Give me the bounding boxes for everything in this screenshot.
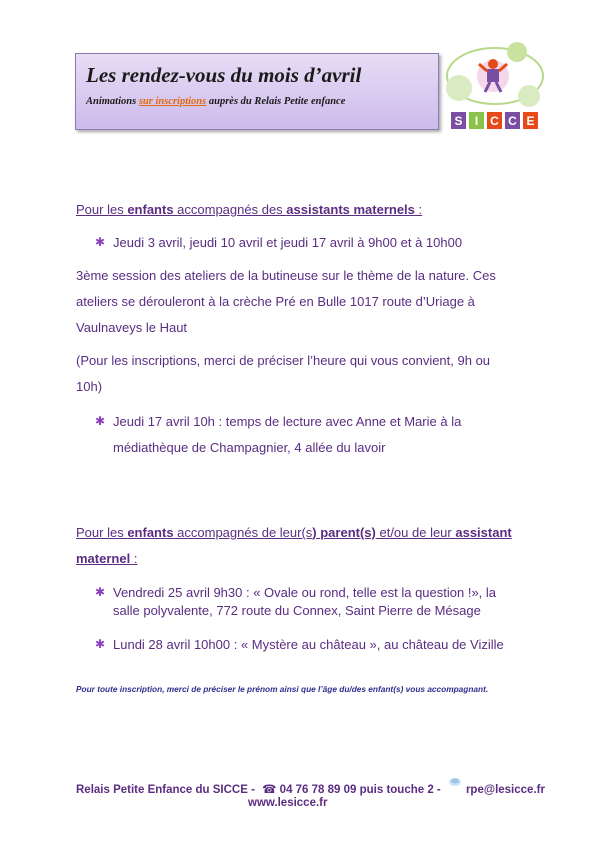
logo-letter: S bbox=[454, 114, 463, 128]
page-title: Les rendez-vous du mois d’avril bbox=[86, 63, 362, 87]
section2-intro-mid2: et/ou de leur bbox=[375, 525, 456, 540]
section2-intro-children: enfants bbox=[127, 525, 174, 540]
section1-intro-post: : bbox=[414, 202, 423, 217]
section1-para-line2: ateliers se dérouleront à la crèche Pré en Bulle 1017 route d’Uriage à bbox=[76, 294, 475, 309]
sicce-logo bbox=[443, 40, 551, 135]
footer-website-link[interactable]: www.lesicce.fr bbox=[248, 797, 328, 809]
section2-bullet1-line1: Vendredi 25 avril 9h30 : « Ovale ou rond, telle est la question !», la bbox=[113, 585, 497, 600]
section1-note-line1: (Pour les inscriptions, merci de préciser l’heure qui vous convient, 9h ou bbox=[76, 353, 491, 368]
section2-intro-parents: ) parent(s) bbox=[312, 525, 376, 540]
section1-para-line1: 3ème session des ateliers de la butineuse sur le thème de la nature. Ces bbox=[76, 268, 496, 283]
footer-org: Relais Petite Enfance du SICCE - bbox=[76, 784, 259, 796]
section2-intro-line1 bbox=[76, 525, 512, 540]
star-bullet-icon: ✱ bbox=[95, 414, 106, 428]
logo-letter: I bbox=[474, 114, 479, 128]
logo-letter: E bbox=[526, 114, 535, 128]
section1-intro-pre: Pour les bbox=[76, 202, 128, 217]
header-banner bbox=[75, 53, 439, 130]
section2-intro-pre: Pour les bbox=[76, 525, 128, 540]
section1-intro-children: enfants bbox=[127, 202, 174, 217]
section2-intro-post: : bbox=[130, 551, 138, 566]
section2-bullet2: Lundi 28 avril 10h00 : « Mystère au château », au château de Vizille bbox=[113, 637, 504, 652]
section2-intro-maternel: maternel bbox=[76, 551, 131, 566]
star-bullet-icon: ✱ bbox=[95, 235, 106, 249]
section1-intro-mid: accompagnés des bbox=[173, 202, 287, 217]
section1-intro-assistants: assistants maternels bbox=[286, 202, 415, 217]
page-subtitle bbox=[86, 96, 345, 107]
section1-bullet2-line2: médiathèque de Champagnier, 4 allée du lavoir bbox=[113, 440, 386, 455]
section2-bullet1-line2: salle polyvalente, 772 route du Connex, Saint Pierre de Mésage bbox=[113, 603, 481, 618]
footer-phone: 04 76 78 89 09 puis touche 2 - bbox=[279, 784, 444, 796]
footer-email[interactable]: rpe@lesicce.fr bbox=[465, 784, 545, 796]
section2-intro-assistant: assistant bbox=[455, 525, 512, 540]
section2-intro-line2 bbox=[76, 551, 137, 566]
section2-intro-mid1: accompagnés de leur(s bbox=[173, 525, 313, 540]
section1-para-line3: Vaulnaveys le Haut bbox=[76, 320, 188, 335]
subtitle-post: auprès du Relais Petite enfance bbox=[206, 96, 346, 107]
logo-letter: C bbox=[490, 114, 499, 128]
star-bullet-icon: ✱ bbox=[95, 585, 106, 599]
section1-bullet1: Jeudi 3 avril, jeudi 10 avril et jeudi 17 avril à 9h00 et à 10h00 bbox=[113, 235, 463, 250]
logo-letter: C bbox=[508, 114, 517, 128]
mail-icon bbox=[448, 775, 462, 787]
section1-intro bbox=[76, 202, 422, 217]
registration-notice: Pour toute inscription, merci de préciser le prénom ainsi que l’âge du/des enfant(s) vous accompagnant. bbox=[76, 684, 489, 694]
section1-note-line2: 10h) bbox=[76, 379, 103, 394]
subtitle-highlight: sur inscriptions bbox=[138, 96, 207, 107]
section1-bullet2-line1: Jeudi 17 avril 10h : temps de lecture avec Anne et Marie à la bbox=[113, 414, 462, 429]
subtitle-pre: Animations bbox=[86, 96, 139, 107]
phone-icon: ☎ bbox=[262, 784, 277, 796]
star-bullet-icon: ✱ bbox=[95, 637, 106, 651]
footer-contact bbox=[76, 781, 545, 796]
